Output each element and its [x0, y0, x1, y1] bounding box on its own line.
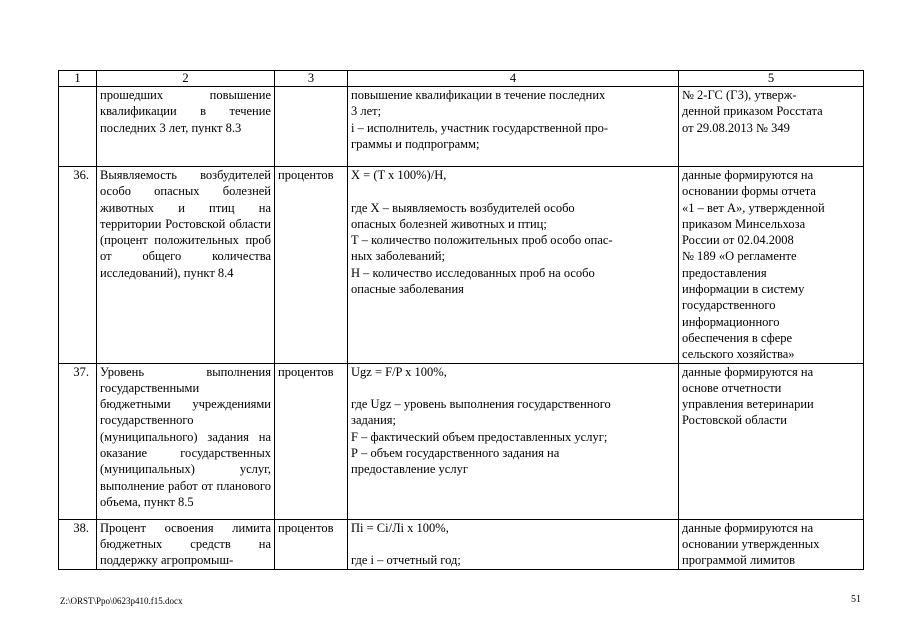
formula-line — [351, 380, 675, 396]
source-line: приказом Минсельхоза — [682, 216, 806, 231]
calculation-formula — [348, 519, 679, 569]
unit-of-measure: процентов — [275, 167, 348, 364]
table-header-row — [59, 71, 864, 87]
document-page — [58, 70, 863, 570]
formula-line: Пi = Ci/Лi x 100%, — [351, 520, 449, 535]
calculation-formula — [348, 167, 679, 364]
formula-line: где i – отчетный год; — [351, 553, 461, 568]
page-number: 51 — [851, 594, 861, 605]
formula-line: Ugz = F/P x 100%, — [351, 364, 447, 379]
header-cell: 2 — [97, 71, 275, 87]
table-row — [59, 363, 864, 519]
source-line: России от 02.04.2008 — [682, 233, 794, 248]
formula-line: предоставление услуг — [351, 462, 468, 477]
formula-line: опасные заболевания — [351, 282, 464, 297]
source-line: № 2-ГС (ГЗ), утверж- — [682, 88, 797, 102]
formula-line — [351, 536, 675, 552]
formula-line: ных заболеваний; — [351, 249, 446, 264]
formula-line — [351, 183, 675, 199]
source-line: от 29.08.2013 № 349 — [682, 120, 790, 135]
table-row — [59, 519, 864, 569]
source-line: обеспечения в сфере — [682, 330, 793, 345]
formula-line: Н – количество исследованных проб на особо — [351, 265, 595, 280]
header-cell: 3 — [275, 71, 348, 87]
indicator-name: прошедших повышение квалификации в течение последних 3 лет, пункт 8.3 — [97, 87, 275, 167]
source-line: информационного — [682, 314, 780, 329]
header-cell: 4 — [348, 71, 679, 87]
unit-of-measure: процентов — [275, 519, 348, 569]
row-number — [59, 87, 97, 167]
formula-line: X = (T x 100%)/H, — [351, 168, 447, 182]
calculation-formula — [348, 363, 679, 519]
source-line: «1 – вет А», утвержденной — [682, 200, 825, 215]
data-source — [679, 167, 864, 364]
source-line: программой лимитов — [682, 553, 795, 568]
indicator-name: Уровень выполнения государственными бюджетными учреждениями государственного (муниципального) задания на оказание государственных (муниципальных) услуг, выполнение работ от планового объема, пункт 8.5 — [97, 363, 275, 519]
formula-line: где Ugz – уровень выполнения государственного — [351, 397, 611, 412]
indicators-table — [58, 70, 864, 570]
data-source — [679, 519, 864, 569]
calculation-formula — [348, 87, 679, 167]
source-line: государственного — [682, 298, 776, 313]
source-line: данные формируются на — [682, 364, 814, 379]
unit-of-measure: процентов — [275, 363, 348, 519]
formula-line: опасных болезней животных и птиц; — [351, 216, 547, 231]
formula-line: Т – количество положительных проб особо опас- — [351, 233, 613, 248]
header-cell: 5 — [679, 71, 864, 87]
formula-line: 3 лет; — [351, 104, 382, 119]
formula-line: Р – объем государственного задания на — [351, 446, 560, 461]
source-line: денной приказом Росстата — [682, 104, 823, 119]
row-number: 38. — [59, 519, 97, 569]
source-line: сельского хозяйства» — [682, 347, 795, 362]
unit-of-measure — [275, 87, 348, 167]
row-number: 37. — [59, 363, 97, 519]
source-line: информации в систему — [682, 282, 805, 297]
data-source — [679, 363, 864, 519]
source-line: управления ветеринарии — [682, 397, 814, 412]
table-row — [59, 167, 864, 364]
source-line: основе отчетности — [682, 380, 782, 395]
formula-line: F – фактический объем предоставленных услуг; — [351, 429, 608, 444]
formula-line: повышение квалификации в течение последних — [351, 88, 606, 102]
table-row — [59, 87, 864, 167]
formula-line: граммы и подпрограмм; — [351, 136, 480, 151]
formula-line: задания; — [351, 413, 396, 428]
source-line: предоставления — [682, 265, 767, 280]
indicator-name: Выявляемость возбудителей особо опасных болезней животных и птиц на территории Ростовской области (процент положительных проб от общего количества исследований), пункт 8.4 — [97, 167, 275, 364]
formula-line: где X – выявляемость возбудителей особо — [351, 200, 575, 215]
file-path: Z:\ORST\Ppo\0623p410.f15.docx — [60, 596, 183, 606]
row-number: 36. — [59, 167, 97, 364]
formula-line: i – исполнитель, участник государственной про- — [351, 120, 609, 135]
source-line: № 189 «О регламенте — [682, 249, 797, 264]
source-line: данные формируются на — [682, 520, 814, 535]
indicator-name: Процент освоения лимита бюджетных средств на поддержку агропромыш- — [97, 519, 275, 569]
source-line: данные формируются на — [682, 168, 814, 182]
data-source — [679, 87, 864, 167]
source-line: основании утвержденных — [682, 536, 820, 551]
header-cell: 1 — [59, 71, 97, 87]
source-line: основании формы отчета — [682, 184, 816, 199]
source-line: Ростовской области — [682, 413, 787, 428]
